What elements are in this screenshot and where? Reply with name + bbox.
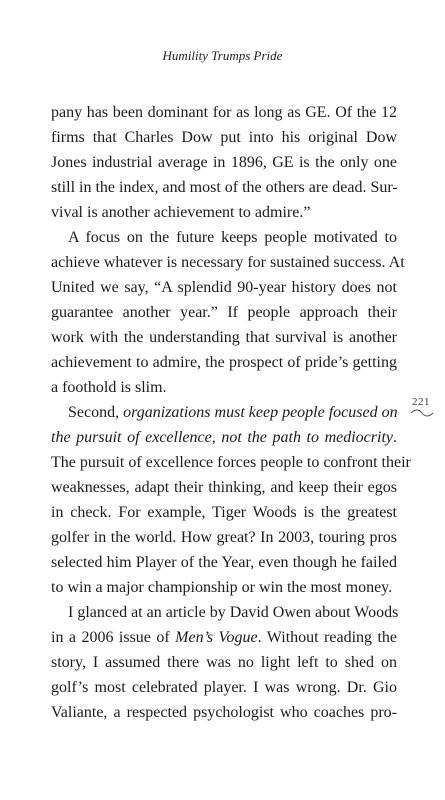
text-line: Jones industrial average in 1896, GE is the only one [51, 154, 397, 171]
text-line: pany has been dominant for as long as GE. Of the 12 [51, 104, 397, 121]
text-run: . Without reading the [257, 629, 398, 646]
running-head: Humility Trumps Pride [162, 48, 283, 63]
publication-title: Men’s Vogue [175, 629, 258, 646]
page-number: 221 [412, 396, 430, 408]
text-line: still in the index, and most of the others are dead. Sur- [51, 179, 398, 196]
text-line: work with the understanding that survival is another [51, 329, 397, 346]
text-run: . [393, 429, 397, 446]
text-line: guarantee another year.” If people approach their [51, 304, 397, 321]
text-run: in a 2006 issue of [51, 629, 176, 646]
text-line: achievement to admire, the prospect of pride’s getting [51, 354, 397, 371]
text-line: vival is another achievement to admire.” [51, 204, 311, 221]
page-number-ornament [410, 408, 434, 418]
text-line: Valiante, a respected psychologist who coaches pro- [51, 704, 397, 721]
text-line: golf’s most celebrated player. I was wrong. Dr. Gio [51, 679, 397, 696]
text-line: weaknesses, adapt their thinking, and keep their egos [51, 479, 397, 496]
text-line: achieve whatever is necessary for sustained success. At [51, 254, 405, 271]
text-line [51, 625, 397, 650]
text-line: a foothold is slim. [51, 379, 167, 396]
text-line: to win a major championship or win the most money. [51, 579, 393, 596]
text-line: story, I assumed there was no light left to shed on [51, 654, 397, 671]
text-line: I glanced at an article by David Owen about Woods [68, 604, 399, 621]
emphasis-text: the pursuit of excellence, not the path to mediocrity [51, 429, 393, 446]
body-text [51, 100, 411, 725]
emphasis-text: organizations must keep people focused on [123, 404, 398, 421]
text-line: The pursuit of excellence forces people to confront their [51, 454, 411, 471]
text-line: selected him Player of the Year, even though he failed [51, 554, 397, 571]
text-line: golfer in the world. How great? In 2003, touring pros [51, 529, 397, 546]
text-line: firms that Charles Dow put into his original Dow [51, 129, 397, 146]
text-line: A focus on the future keeps people motivated to [68, 229, 397, 246]
text-line [51, 425, 397, 450]
text-line: United we say, “A splendid 90-year history does not [51, 279, 397, 296]
text-line: in check. For example, Tiger Woods is the greatest [51, 504, 397, 521]
text-run: Second, [68, 404, 124, 421]
text-line [51, 400, 397, 425]
